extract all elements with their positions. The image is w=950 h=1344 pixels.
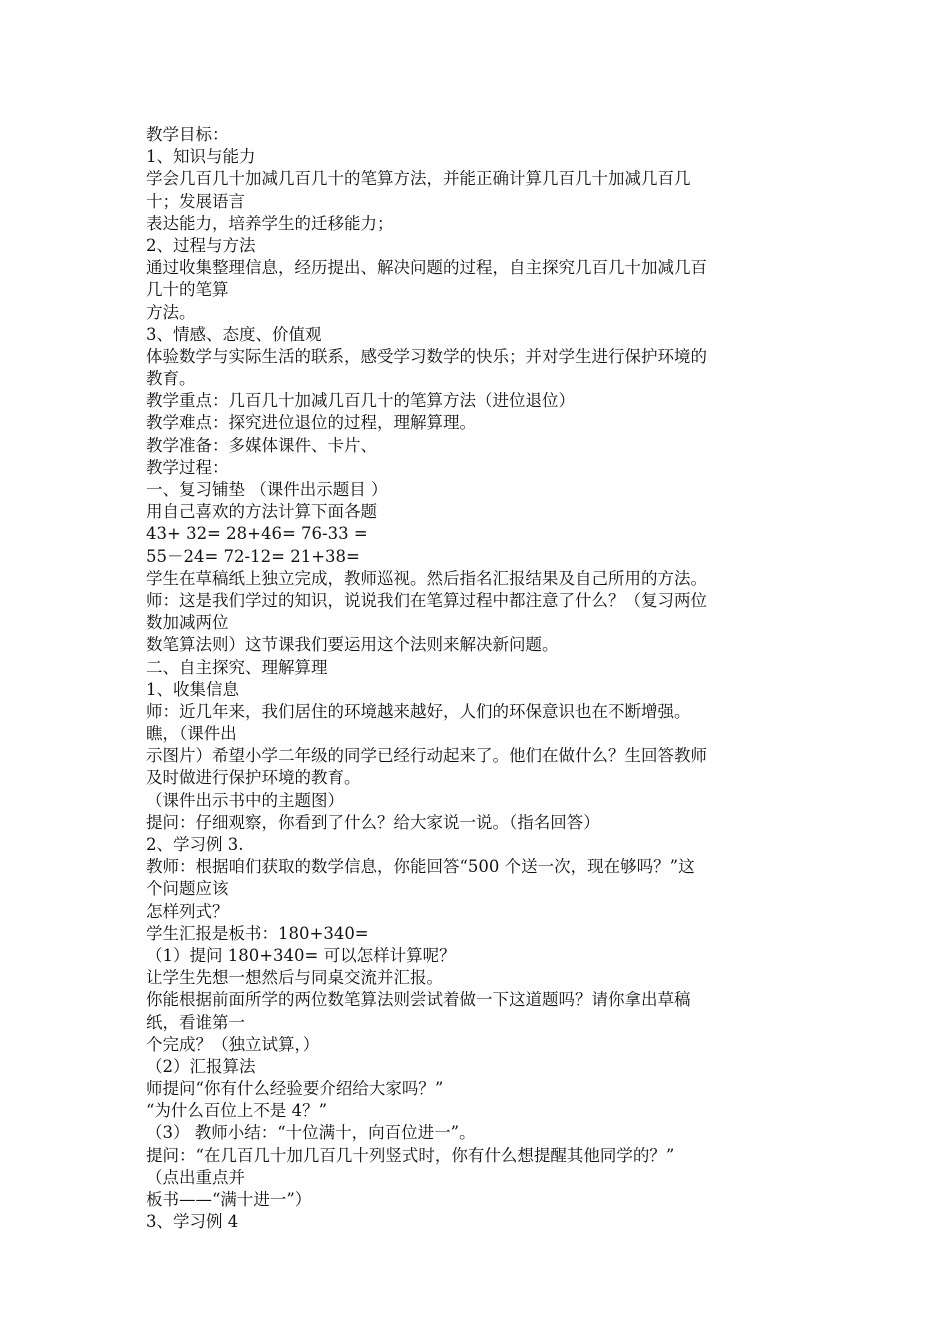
text-line: 2、过程与方法 [146,235,256,255]
text-line: （点出重点并 [146,1167,245,1187]
text-line: 2、学习例 3. [146,835,244,854]
text-line: 教学准备：多媒体课件、卡片、 [146,435,377,455]
text-line: 教师：根据咱们获取的数学信息，你能回答“500 个送一次，现在够吗？”这 [146,857,695,877]
text-line: （1）提问 180+340= 可以怎样计算呢？ [146,945,456,965]
text-line: 提问：仔细观察，你看到了什么？给大家说一说。（指名回答） [146,812,600,832]
text-line: 3、学习例 4 [146,1212,239,1232]
text-line: “为什么百位上不是 4？” [146,1101,328,1121]
text-line: 学生汇报是板书：180+340= [146,923,369,943]
text-line: 一、复习铺垫 （课件出示题目 ） [146,480,388,499]
text-line: 让学生先想一想然后与同桌交流并汇报。 [146,968,443,988]
text-line: 个问题应该 [146,879,229,899]
text-line: 学生在草稿纸上独立完成，教师巡视。然后指名汇报结果及自己所用的方法。 [146,568,707,588]
text-line: 1、知识与能力 [146,147,256,167]
text-line: 提问：“在几百几十加几百几十列竖式时，你有什么想提醒其他同学的？” [146,1145,675,1165]
text-line: 师：这是我们学过的知识，说说我们在笔算过程中都注意了什么？（复习两位 [146,590,707,610]
text-line: 通过收集整理信息，经历提出、解决问题的过程，自主探究几百几十加减几百 [146,258,707,278]
text-line: 个完成？（独立试算，） [146,1034,320,1054]
text-line: 师：近几年来，我们居住的环境越来越好，人们的环保意识也在不断增强。 [146,701,691,721]
text-line: 43+ 32= 28+46= 76-33 = [146,524,368,544]
text-line: 教学难点：探究进位退位的过程，理解算理。 [146,413,476,433]
text-line: 怎样列式？ [146,901,229,921]
text-line: 数笔算法则）这节课我们要运用这个法则来解决新问题。 [146,635,559,655]
text-line: 教育。 [146,369,196,389]
text-line: 及时做进行保护环境的教育。 [146,768,361,788]
text-line: 体验数学与实际生活的联系，感受学习数学的快乐；并对学生进行保护环境的 [146,346,707,366]
text-line: 教学重点：几百几十加减几百几十的笔算方法（进位退位） [146,391,575,411]
document-body [146,124,816,1233]
text-line: 二、自主探究、理解算理 [146,657,328,677]
text-line: 板书——“满十进一”） [146,1190,312,1209]
text-line: 教学目标： [146,125,229,144]
text-line: 55－24= 72-12= 21+38= [146,546,360,566]
text-line: 方法。 [146,302,196,322]
text-line: 示图片）希望小学二年级的同学已经行动起来了。他们在做什么？生回答教师 [146,746,707,766]
text-line: 教学过程： [146,457,229,477]
text-line: 用自己喜欢的方法计算下面各题 [146,502,377,522]
text-line: 瞧，（课件出 [146,724,237,744]
text-line: 表达能力，培养学生的迁移能力； [146,213,394,233]
text-line: 数加减两位 [146,613,229,633]
text-line: （3） 教师小结：“十位满十，向百位进一”。 [146,1123,476,1143]
text-line: 学会几百几十加减几百几十的笔算方法，并能正确计算几百几十加减几百几 [146,169,691,189]
text-line: 纸，看谁第一 [146,1012,245,1032]
text-line: 师提问“你有什么经验要介绍给大家吗？” [146,1079,444,1099]
text-line: （2）汇报算法 [146,1056,256,1076]
text-line: 3、情感、态度、价值观 [146,324,322,344]
text-line: （课件出示书中的主题图） [146,790,344,810]
text-line: 1、收集信息 [146,679,239,699]
text-line: 十；发展语言 [146,191,245,211]
text-line: 你能根据前面所学的两位数笔算法则尝试着做一下这道题吗？请你拿出草稿 [146,990,691,1010]
text-line: 几十的笔算 [146,280,229,300]
